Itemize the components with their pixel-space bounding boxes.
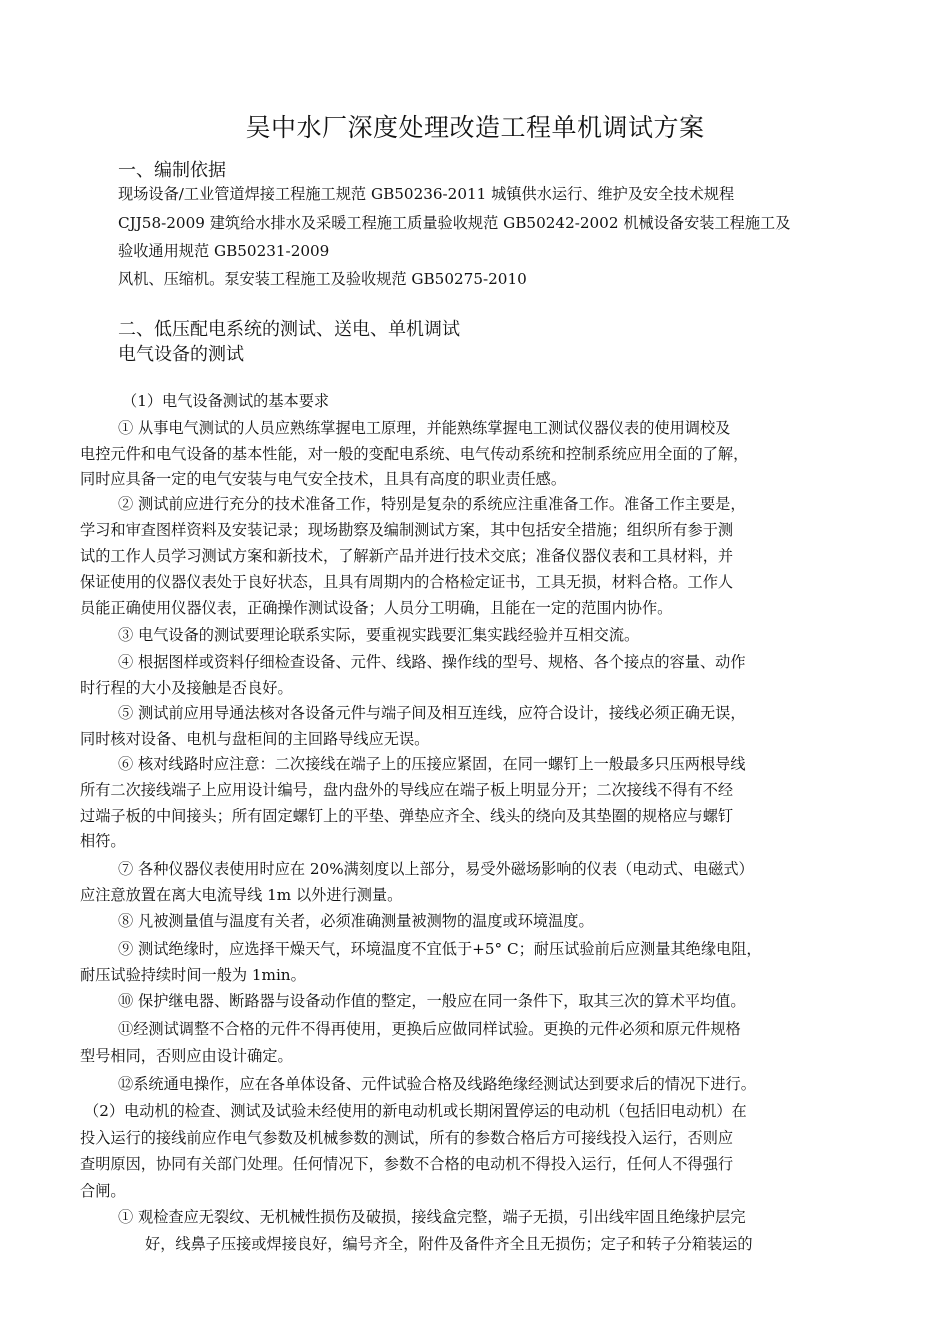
reference-line: CJJ58-2009 建筑给水排水及采暖工程施工质量验收规范 GB50242-2002 机械设备安装工程施工及 <box>118 214 791 232</box>
body-line: 所有二次接线端子上应用设计编号，盘内盘外的导线应在端子板上明显分开；二次接线不得有不经 <box>80 781 734 799</box>
body-line: 型号相同，否则应由设计确定。 <box>80 1047 293 1065</box>
body-line: 同时核对设备、电机与盘柜间的主回路导线应无误。 <box>80 730 430 748</box>
body-line: 相符。 <box>80 832 126 850</box>
section2-subheading: 电气设备的测试 <box>118 344 244 365</box>
body-line: ⑪经测试调整不合格的元件不得再使用，更换后应做同样试验。更换的元件必须和原元件规格 <box>118 1020 741 1038</box>
body-line: 员能正确使用仪器仪表，正确操作测试设备；人员分工明确，且能在一定的范围内协作。 <box>80 599 673 617</box>
body-line: 时行程的大小及接触是否良好。 <box>80 679 293 697</box>
body-line: ⑩ 保护继电器、断路器与设备动作值的整定，一般应在同一条件下，取其三次的算术平均值。 <box>118 992 746 1010</box>
body-line: ⑥ 核对线路时应注意：二次接线在端子上的压接应紧固，在同一螺钉上一般最多只压两根导线 <box>118 755 746 773</box>
body-line: ① 观检查应无裂纹、无机械性损伤及破损，接线盒完整，端子无损，引出线牢固且绝缘护层完 <box>118 1208 746 1226</box>
body-line: ② 测试前应进行充分的技术准备工作，特别是复杂的系统应注重准备工作。准备工作主要是， <box>118 495 746 513</box>
body-line: ⑤ 测试前应用导通法核对各设备元件与端子间及相互连线，应符合设计，接线必须正确无误， <box>118 704 746 722</box>
body-line: ⑧ 凡被测量值与温度有关者，必须准确测量被测物的温度或环境温度。 <box>118 912 594 930</box>
body-line: 学习和审查图样资料及安装记录；现场勘察及编制测试方案，其中包括安全措施；组织所有参于测 <box>80 521 734 539</box>
body-line: 合闸。 <box>80 1182 126 1200</box>
section2-heading: 二、低压配电系统的测试、送电、单机调试 <box>118 319 460 340</box>
body-line: 过端子板的中间接头；所有固定螺钉上的平垫、弹垫应齐全、线头的绕向及其垫圈的规格应与螺钉 <box>80 807 734 825</box>
body-line: 查明原因，协同有关部门处理。任何情况下，参数不合格的电动机不得投入运行，任何人不得强行 <box>80 1155 734 1173</box>
body-line: 投入运行的接线前应作电气参数及机械参数的测试，所有的参数合格后方可接线投入运行，否则应 <box>80 1129 734 1147</box>
reference-line: 风机、压缩机。泵安装工程施工及验收规范 GB50275-2010 <box>118 270 527 288</box>
body-line: 好，线鼻子压接或焊接良好，编号齐全，附件及备件齐全且无损伤；定子和转子分箱装运的 <box>145 1235 753 1253</box>
section1-heading: 一、编制依据 <box>118 160 226 181</box>
item2-line: （2）电动机的检查、测试及试验未经使用的新电动机或长期闲置停运的电动机（包括旧电动机）在 <box>84 1102 747 1120</box>
body-line: ⑫系统通电操作，应在各单体设备、元件试验合格及线路绝缘经测试达到要求后的情况下进行。 <box>118 1075 756 1093</box>
body-line: ① 从事电气测试的人员应熟练掌握电工原理，并能熟练掌握电工测试仪器仪表的使用调校及 <box>118 419 731 437</box>
page-title: 吴中水厂深度处理改造工程单机调试方案 <box>245 113 705 142</box>
item1-title: （1）电气设备测试的基本要求 <box>122 392 330 410</box>
body-line: ④ 根据图样或资料仔细检查设备、元件、线路、操作线的型号、规格、各个接点的容量、动作 <box>118 653 746 671</box>
reference-line: 验收通用规范 GB50231-2009 <box>118 242 330 260</box>
body-line: ⑨ 测试绝缘时，应选择干燥天气，环境温度不宜低于+5° C；耐压试验前后应测量其绝缘电阻， <box>118 940 762 958</box>
body-line: ⑦ 各种仪器仪表使用时应在 20%满刻度以上部分，易受外磁场影响的仪表（电动式、电磁式） <box>118 860 754 878</box>
body-line: 保证使用的仪器仪表处于良好状态，且具有周期内的合格检定证书，工具无损，材料合格。工作人 <box>80 573 734 591</box>
body-line: ③ 电气设备的测试要理论联系实际，要重视实践要汇集实践经验并互相交流。 <box>118 626 640 644</box>
body-line: 试的工作人员学习测试方案和新技术，了解新产品并进行技术交底；准备仪器仪表和工具材料，并 <box>80 547 734 565</box>
body-line: 耐压试验持续时间一般为 1min。 <box>80 966 306 984</box>
body-line: 同时应具备一定的电气安装与电气安全技术，且具有高度的职业责任感。 <box>80 470 566 488</box>
body-line: 应注意放置在离大电流导线 1m 以外进行测量。 <box>80 886 403 904</box>
body-line: 电控元件和电气设备的基本性能，对一般的变配电系统、电气传动系统和控制系统应用全面的了解， <box>80 445 749 463</box>
reference-line: 现场设备/工业管道焊接工程施工规范 GB50236-2011 城镇供水运行、维护及安全技术规程 <box>118 185 735 203</box>
